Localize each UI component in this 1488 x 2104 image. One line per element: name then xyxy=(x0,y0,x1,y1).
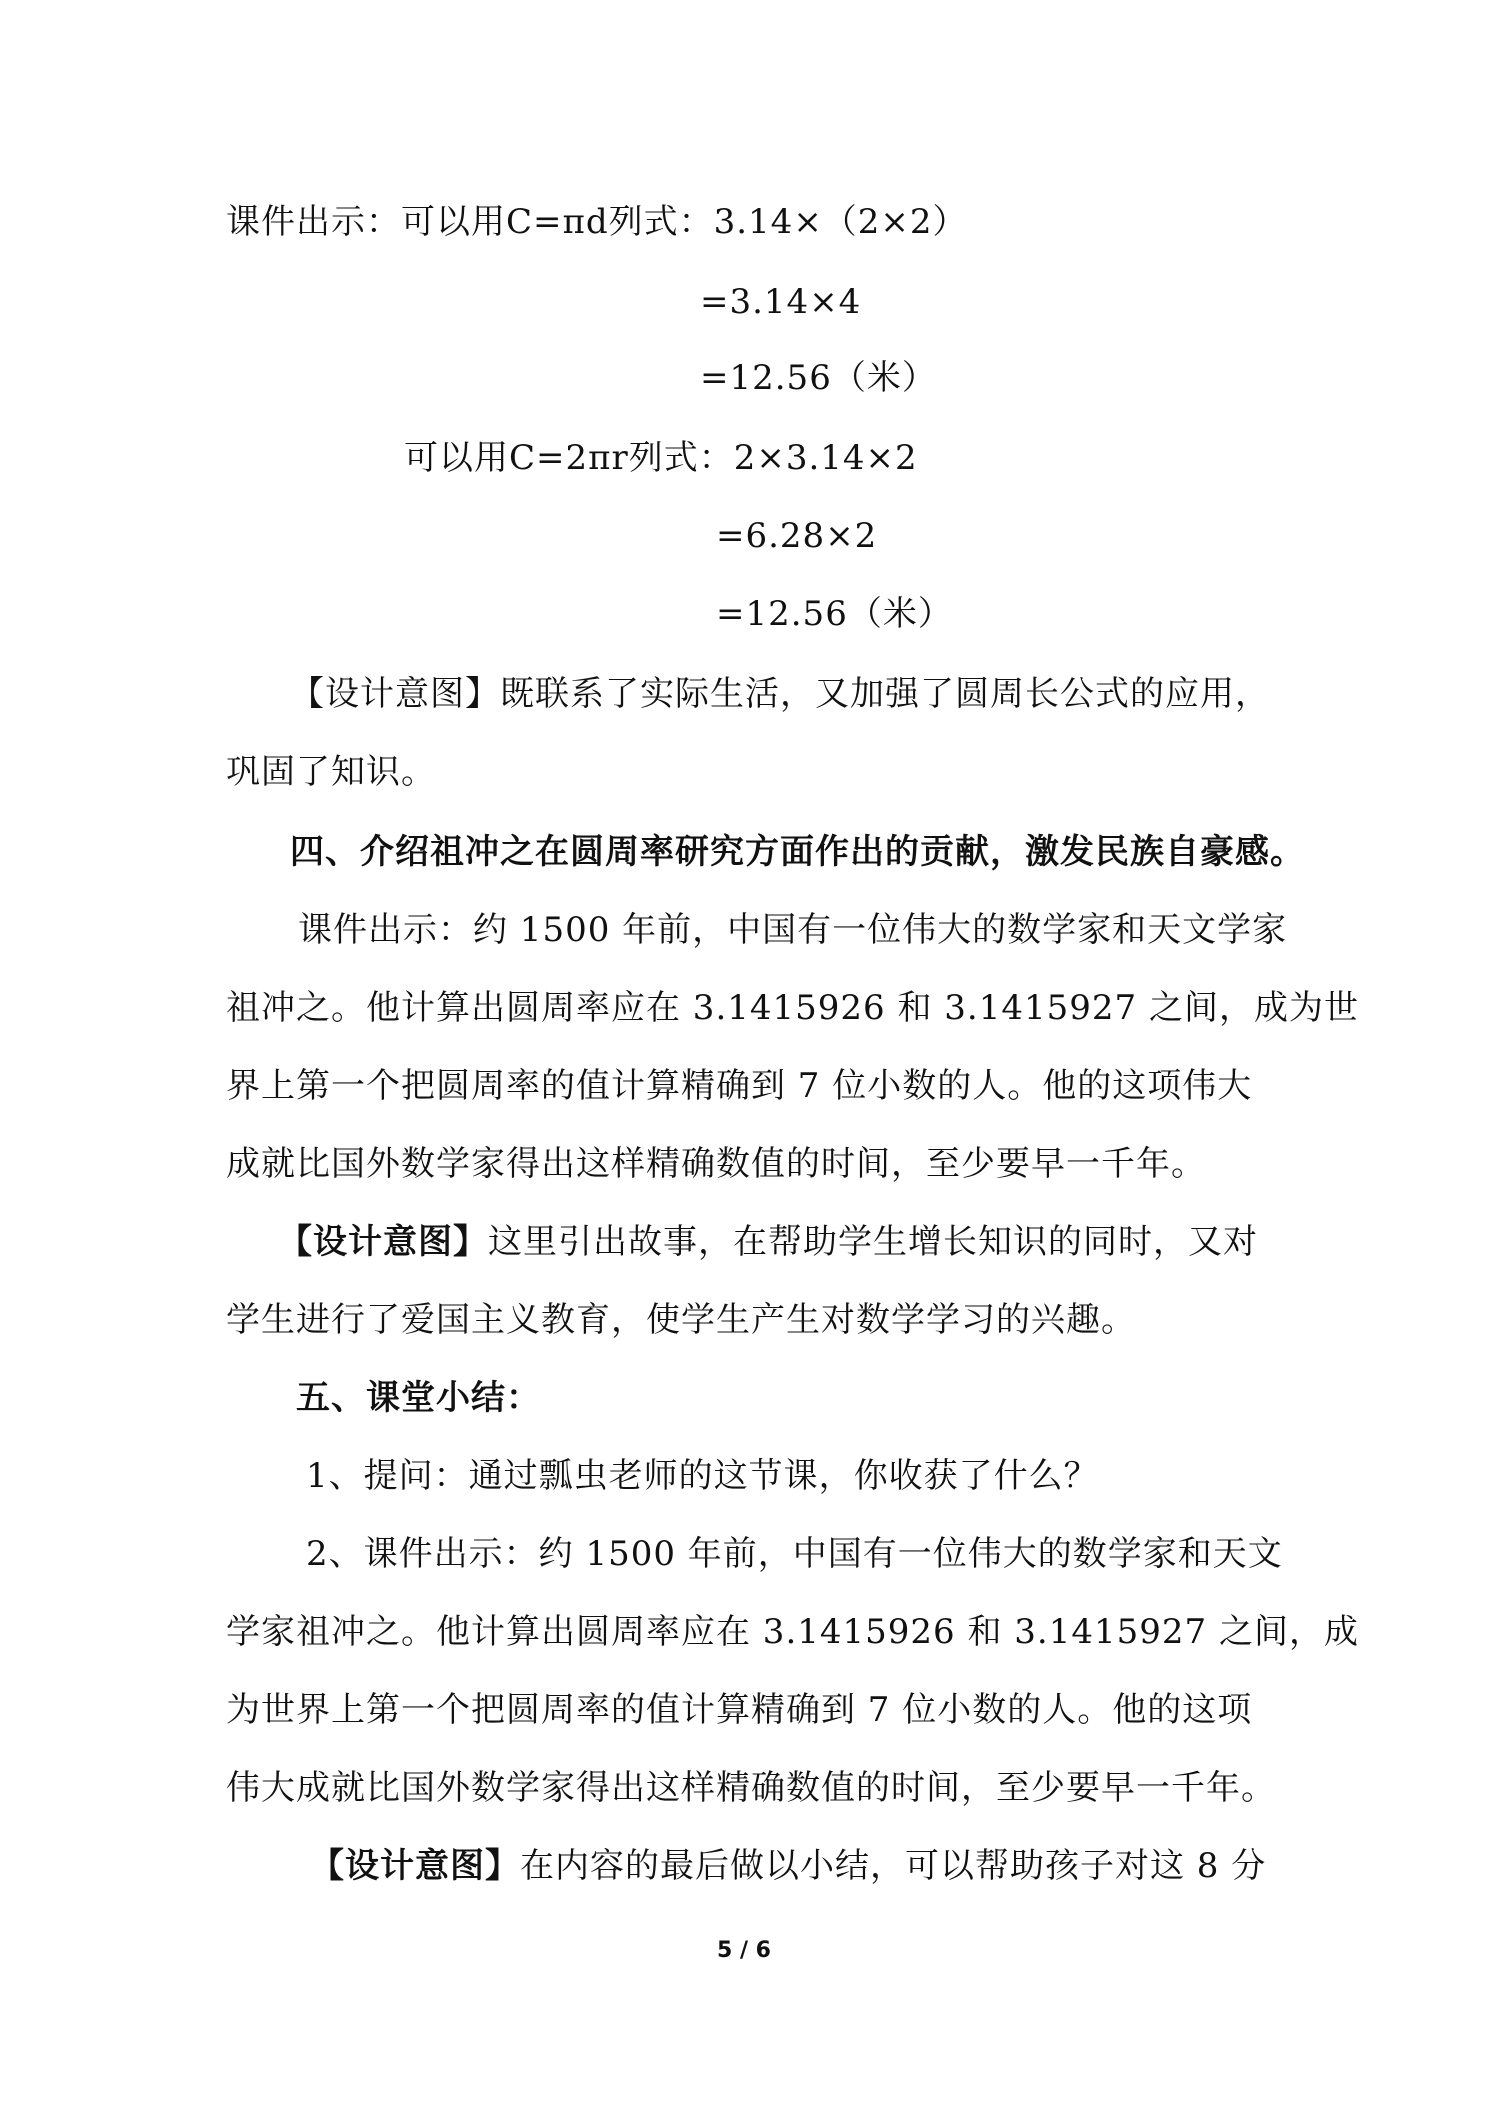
text-line: 课件出示：约 1500 年前，中国有一位伟大的数学家和天文学家 xyxy=(298,910,1288,950)
section-heading: 四、介绍祖冲之在圆周率研究方面作出的贡献，激发民族自豪感。 xyxy=(290,832,1305,872)
text-line: =12.56（米） xyxy=(716,594,953,634)
page-number: 5 / 6 xyxy=(717,1938,771,1963)
text-line: 2、课件出示：约 1500 年前，中国有一位伟大的数学家和天文 xyxy=(306,1534,1283,1574)
text-span: 这里引出故事，在帮助学生增长知识的同时，又对 xyxy=(488,1222,1258,1262)
design-intent-label: 【设计意图】 xyxy=(310,1846,520,1886)
text-line: 学生进行了爱国主义教育，使学生产生对数学学习的兴趣。 xyxy=(226,1300,1136,1340)
text-line: 巩固了知识。 xyxy=(226,752,436,792)
text-line: 1、提问：通过瓢虫老师的这节课，你收获了什么？ xyxy=(306,1456,1099,1496)
text-line: 学家祖冲之。他计算出圆周率应在 3.1415926 和 3.1415927 之间，成 xyxy=(226,1612,1359,1652)
text-line: 【设计意图】既联系了实际生活，又加强了圆周长公式的应用， xyxy=(290,674,1270,714)
text-line: 课件出示：可以用C=πd列式：3.14×（2×2） xyxy=(226,202,968,242)
text-line: 为世界上第一个把圆周率的值计算精确到 7 位小数的人。他的这项 xyxy=(226,1690,1253,1730)
text-line: =3.14×4 xyxy=(700,282,862,322)
text-span: 在内容的最后做以小结，可以帮助孩子对这 8 分 xyxy=(520,1846,1267,1886)
text-line: 可以用C=2πr列式：2×3.14×2 xyxy=(404,438,918,478)
section-heading: 五、课堂小结： xyxy=(296,1378,541,1418)
text-line xyxy=(278,1220,1258,1264)
text-line: =6.28×2 xyxy=(716,516,878,556)
text-line: =12.56（米） xyxy=(700,358,937,398)
text-line: 界上第一个把圆周率的值计算精确到 7 位小数的人。他的这项伟大 xyxy=(226,1066,1253,1106)
text-line: 祖冲之。他计算出圆周率应在 3.1415926 和 3.1415927 之间，成为世 xyxy=(226,988,1359,1028)
text-line: 伟大成就比国外数学家得出这样精确数值的时间，至少要早一千年。 xyxy=(226,1768,1276,1808)
text-line xyxy=(310,1844,1266,1888)
text-line: 成就比国外数学家得出这样精确数值的时间，至少要早一千年。 xyxy=(226,1144,1206,1184)
design-intent-label: 【设计意图】 xyxy=(278,1222,488,1262)
